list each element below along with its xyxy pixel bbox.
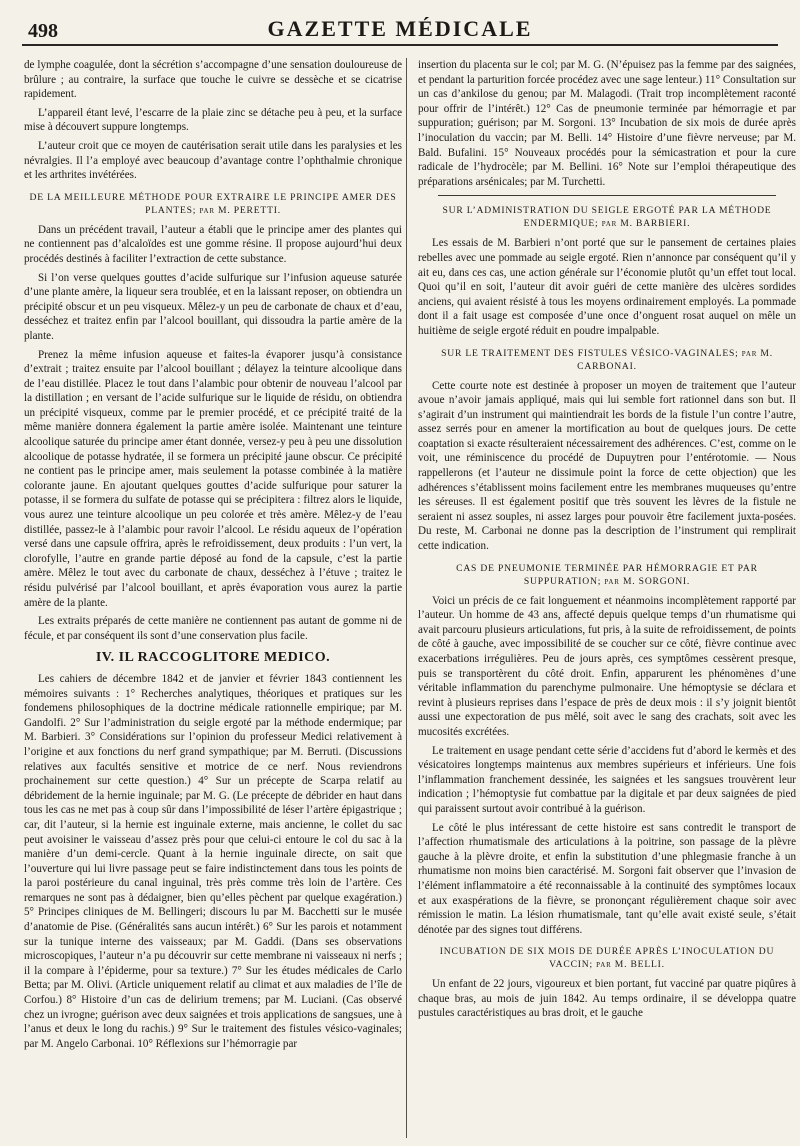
paragraph: Les extraits préparés de cette manière ne contiennent pas autant de gomme ni de fécule, et par conséquent ils sont d’une conservation plus facile. [24,615,402,642]
paragraph: L’auteur croit que ce moyen de cautérisation serait utile dans les paralysies et les névralgies. Il l’a employé avec beaucoup d’avantage contre l’ophthalmie chronique et les arthrites invétérées. [24,139,402,182]
page-header [22,14,778,46]
section-title: SUR L’ADMINISTRATION DU SEIGLE ERGOTÉ PAR LA MÉTHODE ENDERMIQUE; par M. BARBIERI. [442,205,772,230]
section-rule [438,195,776,196]
left-column [24,58,402,1138]
paragraph: Voici un précis de ce fait longuement et néanmoins incomplètement rapporté par l’auteur. Un homme de 43 ans, affecté depuis quelque temps d’un rhumatisme qui avait parcouru plusieurs articulations, fut pris, à la suite de refroidissement, de points de côté à gauche, avec impossibilité de se coucher sur ce côté, fièvre continue avec exacerbations irrégulières. Peu de jours après, ces symptômes cessèrent presque, puis se transportèrent du côté droit. Enfin, apparurent les phénomènes d’une véritable inflammation du parenchyme pulmonaire. Une hémoptysie se déclara et revint à plusieurs reprises dans l’espace de près de deux mois : il s’y joignit bientôt aussi une expectoration de pus mêlé, soit avec le sang des crachats, soit avec les mucosités excrétées. [418,594,796,738]
paragraph: insertion du placenta sur le col; par M. G. (N’épuisez pas la femme par des saignées, et pendant la parturition forcée procédez avec une sage lenteur.) 11° Consultation sur un cas d’ankilose du genou; par M. Malagodi. (Trait trop incomplètement raconté pour offrir de l’intérêt.) 12° Cas de pneumonie terminée par hémorragie et par suppuration; guérison; par M. Sorgoni. 13° Incubation de six mois de durée après l’inoculation du vaccin; par M. Belli. 14° Histoire d’une fièvre nerveuse; par M. Bald. Bufalini. 15° Nouveaux procédés pour la sémicastration et pour la cure radicale de l’hydrocèle; par M. Bellini. 16° Note sur l’emploi thérapeutique des préparations arsénicales; par M. Turchetti. [418,59,796,188]
masthead-title: GAZETTE MÉDICALE [267,16,533,41]
right-column [418,58,796,1138]
page-number: 498 [28,20,58,42]
paragraph: de lymphe coagulée, dont la sécrétion s’accompagne d’une sensation douloureuse de brûlure ; au contraire, la surface que touche le cuivre se dessèche et se cicatrise rapidement. [24,59,402,101]
paragraph: Un enfant de 22 jours, vigoureux et bien portant, fut vacciné par quatre piqûres à chaque bras, au mois de juin 1842. Au temps ordinaire, il se développa quatre pustules caractéristiques au bras droit, et le gauche [418,978,796,1020]
paragraph: Dans un précédent travail, l’auteur a établi que le principe amer des plantes qui ne contiennent pas d’alcaloïdes est une gomme résine. Il propose aujourd’hui deux procédés destinés à faciliter l’extraction de cette substance. [24,223,402,265]
paragraph: Le traitement en usage pendant cette série d’accidens fut d’abord le kermès et des vésicatoires longtemps maintenus aux membres supérieurs et inférieurs. Une fois l’inflammation franchement dessinée, les saignées et les sangsues trouvèrent leur indication ; l’hémoptysie fut combattue par la digitale et par deux saignées de pied qui paraissent surtout avoir contribué à la guérison. [418,744,796,815]
paragraph: Prenez la même infusion aqueuse et faites-la évaporer jusqu’à consistance d’extrait ; traitez ensuite par l’alcool bouillant ; délayez la teinture alcoolique dans de l’eau distillée. Placez le tout dans l’alambic pour obtenir de nouveau l’alcool par la distillation ; en versant de l’acide sulfurique sur le liquide de résidu, on obtiendra un précipité visqueux, comme par le premier procédé, et ce précipité traité de la même manière donnera également la partie amère isolée. Maintenant une teinture alcoolique saturée du principe amer étant donnée, versez-y peu à peu une dissolution alcoolique de potasse hydratée, il se formera un précipité jaune obscur. Ce précipité ne contient pas le principe amer, mais seulement la potasse combinée à la matière colorante jaune. En ajoutant quelques gouttes d’acide sulfurique pour saturer la potasse, il se formera du sulfate de potasse qui se précipitera : filtrez alors le liquide, vous aurez une teinture alcoolique un peu colorée et très amère. Mêlez-y de l’eau distillée, passez-le à l’alambic pour ravoir l’alcool. Le résidu aqueux de l’opération versé dans une capsule offrira, après le refroidissement, deux produits : l’un vert, la clorofylle, l’autre en grande partie déposé au fond de la capsule, c’est la partie amère. Mêlez le tout avec du carbonate de chaux, desséchez à l’étuve ; traitez le résidu pulvérisé par l’alcool bouillant, et après évaporation vous aurez la partie amère de la plante. [24,348,402,609]
section-title: SUR LE TRAITEMENT DES FISTULES VÉSICO-VAGINALES; par M. CARBONAI. [441,347,773,372]
paragraph: Cette courte note est destinée à proposer un moyen de traitement que l’auteur avoue n’avoir jamais appliqué, mais qui lui semble fort rationnel dans son but. Il s’agirait d’un instrument qui maintiendrait les bords de la fistule l’un contre l’autre, assez serrés pour en amener la mortification au bout de quelques jours. De cette coaptation si exacte résulteraient nécessairement des adhérences. C’est, comme on le voit, une réminiscence du procédé de Dupuytren pour l’entérotomie. — Nous rappellerons (et l’auteur ne dissimule point la force de cette objection) que les adhérences s’établissent moins facilement entre les membranes muqueuses qu’entre les séreuses. Il est également positif que très souvent les lèvres de la fistule ne seraient ni assez souples, ni assez larges pour pouvoir être facilement juxta-posées. Du reste, M. Carbonai ne donne pas la description de l’instrument qui remplirait cette indication. [418,379,796,553]
section-heading: IV. IL RACCOGLITORE MEDICO. [95,650,331,666]
paragraph: Si l’on verse quelques gouttes d’acide sulfurique sur l’infusion aqueuse saturée d’une plante amère, la liqueur sera troublée, et en la laissant reposer, on obtiendra un précipité obscur et un peu visqueux. Mêlez-y un peu de carbonate de chaux et d’eau, desséchez et traitez enfin par l’alcool bouillant, qui dissoudra la partie amère de la plante. [24,271,402,342]
column-divider [406,58,407,1138]
paragraph: L’appareil étant levé, l’escarre de la plaie zinc se détache peu à peu, et la surface mise à découvert suppure longtemps. [24,106,402,134]
section-title: DE LA MEILLEURE MÉTHODE POUR EXTRAIRE LE PRINCIPE AMER DES PLANTES; par M. PERETTI. [29,191,397,216]
paragraph: Les essais de M. Barbieri n’ont porté que sur le pansement de certaines plaies rebelles avec une pommade au seigle ergoté. Rien n’annonce par conséquent qu’il y ait eu, dans ces cas, une action générale sur l’économie plutôt qu’un effet tout local. Quoi qu’il en soit, l’auteur dit avoir guéri de cette manière des ulcères sordides anciens, qui avaient résisté à tous les moyens ordinairement employés. La pommade dont il a fait usage est composée d’une once d’onguent rosat auquel on mêle un huitième de seigle ergoté réduit en poudre impalpable. [418,237,796,337]
paragraph: Le côté le plus intéressant de cette histoire est sans contredit le transport de l’affection rhumatismale des articulations à la poitrine, son passage de la plèvre gauche à la plèvre droite, et enfin la substitution d’une phlegmasie franche à un rhumatisme non moins bien caractérisé. M. Sorgoni fait observer que l’invasion de l’élément inflammatoire a été reconnaissable à la continuité des symptômes locaux et aux exaspérations de la fièvre, se prononçant régulièrement chaque soir avec rémission le matin. La lésion rhumatismale, tant qu’elle avait existé seule, s’était dénotée par des signes tout différens. [418,821,796,936]
section-title: CAS DE PNEUMONIE TERMINÉE PAR HÉMORRAGIE ET PAR SUPPURATION; par M. SORGONI. [456,562,758,587]
section-title: INCUBATION DE SIX MOIS DE DURÉE APRÈS L’INOCULATION DU VACCIN; par M. BELLI. [439,946,775,971]
paragraph: Les cahiers de décembre 1842 et de janvier et février 1843 contiennent les mémoires suivants : 1° Recherches analytiques, théoriques et pratiques sur les fondemens philosophiques de la doctrine médicale rationnelle empirique; par M. Gandolfi. 2° Sur l’administration du seigle ergoté par la méthode endermique; par M. Barbieri. 3° Considérations sur l’opinion du professeur Medici relativement à l’origine et aux fonctions du nerf grand sympathique; par M. Berruti. (Discussions relatives aux facultés sensitive et motrice de ce nerf. Nous reviendrons prochainement sur cette question.) 4° Sur un précepte de Scarpa relatif au débridement de la hernie inguinale; par M. G. (Le précepte de débrider en haut dans tous les cas ne met pas à coup sûr dans l’impossibilité de léser l’artère épigastrique ; car, dit l’auteur, si la hernie est inguinale externe, mais ancienne, le collet du sac peut avoisiner le vaisseau d’assez près pour que celui-ci entoure le col du sac à la manière d’un demi-cercle. Quant à la hernie inguinale directe, on sait que l’ouverture qui lui livre passage peut se faire indistinctement dans tous les points de la paroi postérieure du canal inguinal, très près comme très loin de l’artère. Ces remarques ne sont pas à dédaigner, bien qu’elles pèchent par quelque exagération.) 5° Principes cliniques de M. Bellingeri; discours lu par M. Bacchetti sur le musée d’anatomie de Pise. (Généralités sans aucun intérêt.) 6° Sur les parois et notamment sur la tunique interne des vaisseaux; par M. Gaddi. (Dans ses observations microscopiques, l’auteur n’a pu découvrir sur cette membrane ni vaisseaux ni nerfs ; il la compare à l’épiderme, pour sa texture.) 7° Sur les études médicales de Carlo Betta; par M. Olivi. (Article uniquement relatif au climat et aux maladies de l’île de Corfou.) 8° Histoire d’un cas de delirium tremens; par M. Luciani. (Cas observé chez un ivrogne; guérison avec deux saignées et trois applications de sangsues, une à l’anus et deux le long du rachis.) 9° Sur le traitement des fistules vésico-vaginales; par M. Angelo Carbonai. 10° Réflexions sur l’hémorragie par [24,672,402,1050]
